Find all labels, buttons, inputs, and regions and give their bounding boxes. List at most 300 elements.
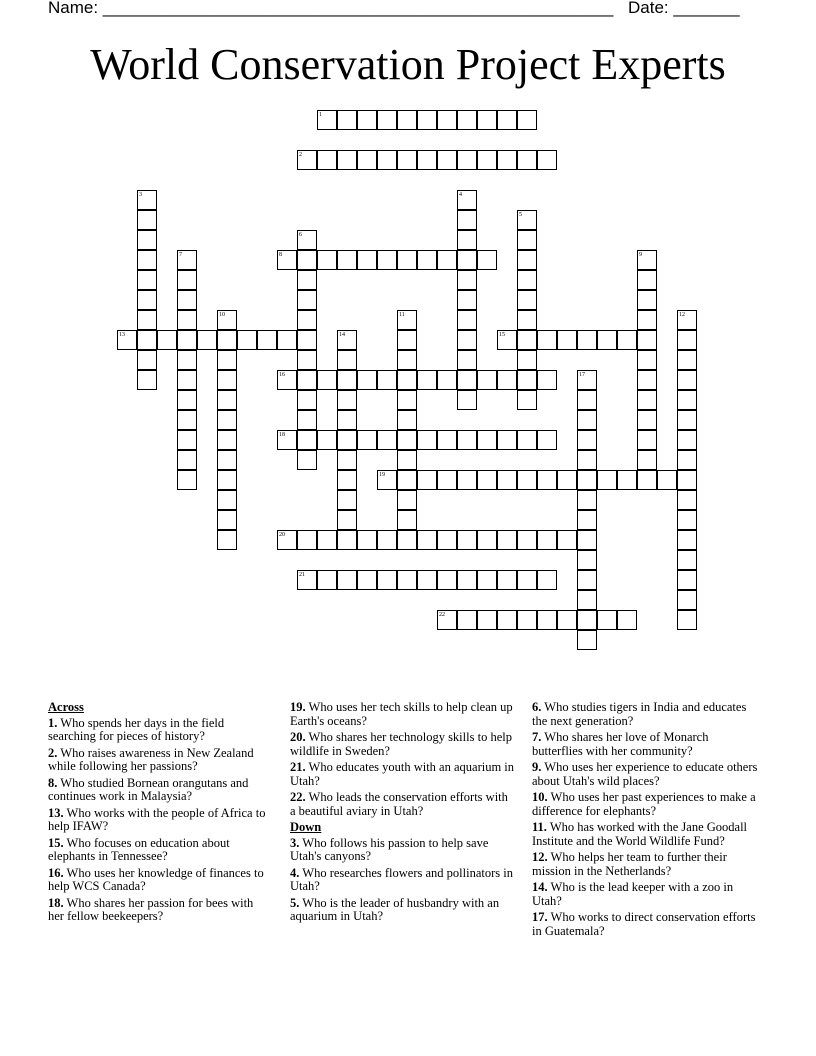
crossword-cell[interactable] — [217, 370, 237, 390]
crossword-cell[interactable] — [457, 110, 477, 130]
clue-number-label: 18 — [279, 432, 285, 438]
crossword-cell[interactable] — [397, 510, 417, 530]
crossword-cell[interactable] — [637, 410, 657, 430]
crossword-cell[interactable] — [597, 330, 617, 350]
crossword-cell[interactable] — [397, 490, 417, 510]
clue-down — [290, 867, 515, 894]
crossword-cell[interactable] — [337, 530, 357, 550]
crossword-cell[interactable] — [297, 410, 317, 430]
crossword-cell[interactable] — [377, 250, 397, 270]
crossword-cell[interactable] — [177, 390, 197, 410]
crossword-cell[interactable] — [217, 350, 237, 370]
crossword-cell[interactable] — [577, 490, 597, 510]
clue-across — [48, 807, 268, 834]
down-heading: Down — [290, 820, 322, 834]
crossword-cell[interactable] — [397, 390, 417, 410]
clue-number: 4. — [290, 865, 300, 880]
crossword-cell[interactable] — [457, 210, 477, 230]
crossword-cell[interactable] — [457, 430, 477, 450]
crossword-cell[interactable] — [517, 230, 537, 250]
clue-number: 16. — [48, 865, 64, 880]
crossword-cell[interactable] — [457, 270, 477, 290]
crossword-cell[interactable] — [517, 530, 537, 550]
crossword-cell[interactable] — [577, 410, 597, 430]
crossword-cell[interactable] — [257, 330, 277, 350]
clue-number-label: 10 — [219, 312, 225, 318]
page-title: World Conservation Project Experts — [90, 40, 726, 89]
crossword-cell[interactable] — [577, 430, 597, 450]
crossword-cell[interactable] — [557, 330, 577, 350]
crossword-cell[interactable] — [177, 450, 197, 470]
crossword-cell[interactable] — [397, 150, 417, 170]
crossword-cell[interactable] — [537, 150, 557, 170]
crossword-cell[interactable] — [137, 290, 157, 310]
crossword-cell[interactable] — [677, 390, 697, 410]
crossword-cell[interactable] — [437, 250, 457, 270]
crossword-cell[interactable] — [297, 530, 317, 550]
clue-text: Who leads the conservation efforts with a beautiful aviary in Utah? — [290, 790, 508, 818]
crossword-cell[interactable] — [677, 610, 697, 630]
crossword-cell[interactable] — [457, 570, 477, 590]
crossword-cell[interactable] — [437, 530, 457, 550]
crossword-cell[interactable] — [137, 370, 157, 390]
clue-text: Who shares her love of Monarch butterflies with her community? — [532, 730, 709, 758]
clue-across — [48, 837, 268, 864]
crossword-cell[interactable] — [477, 110, 497, 130]
clue-number-label: 14 — [339, 332, 345, 338]
crossword-cell[interactable] — [337, 110, 357, 130]
crossword-cell[interactable] — [137, 350, 157, 370]
crossword-cell[interactable] — [477, 470, 497, 490]
crossword-cell[interactable] — [497, 370, 517, 390]
crossword-cell[interactable] — [517, 370, 537, 390]
crossword-cell[interactable] — [517, 430, 537, 450]
crossword-cell[interactable] — [397, 450, 417, 470]
clue-down — [532, 851, 762, 878]
crossword-cell[interactable] — [397, 530, 417, 550]
clue-number-label: 4 — [459, 192, 462, 198]
crossword-cell[interactable] — [577, 470, 597, 490]
crossword-cell[interactable] — [517, 350, 537, 370]
clue-number-label: 1 — [319, 112, 322, 118]
crossword-cell[interactable] — [377, 570, 397, 590]
crossword-cell[interactable] — [577, 570, 597, 590]
crossword-cell[interactable] — [617, 470, 637, 490]
crossword-cell[interactable] — [677, 370, 697, 390]
clue-number-label: 17 — [579, 372, 585, 378]
crossword-cell[interactable] — [357, 110, 377, 130]
clue-text: Who helps her team to further their mission in the Netherlands? — [532, 850, 727, 878]
crossword-cell[interactable] — [317, 430, 337, 450]
crossword-cell[interactable] — [217, 330, 237, 350]
clue-number: 17. — [532, 910, 548, 924]
crossword-cell[interactable] — [137, 250, 157, 270]
crossword-cell[interactable] — [357, 530, 377, 550]
crossword-cell[interactable] — [497, 610, 517, 630]
clue-number: 5. — [290, 895, 300, 910]
clue-number: 6. — [532, 700, 542, 714]
name-field-label: Name: ______________________________________________________ — [48, 0, 614, 17]
clues-column-3 — [532, 701, 762, 941]
crossword-cell[interactable] — [337, 570, 357, 590]
crossword-cell[interactable] — [457, 310, 477, 330]
crossword-cell[interactable] — [137, 210, 157, 230]
crossword-cell[interactable] — [397, 330, 417, 350]
clue-across — [290, 761, 515, 788]
crossword-cell[interactable] — [677, 470, 697, 490]
crossword-cell[interactable] — [497, 110, 517, 130]
crossword-cell[interactable] — [637, 430, 657, 450]
crossword-cell[interactable] — [637, 350, 657, 370]
crossword-cell[interactable] — [217, 530, 237, 550]
crossword-cell[interactable] — [137, 230, 157, 250]
crossword-cell[interactable] — [457, 250, 477, 270]
crossword-cell[interactable] — [357, 250, 377, 270]
crossword-cell[interactable] — [177, 350, 197, 370]
clue-number-label: 7 — [179, 252, 182, 258]
crossword-cell[interactable] — [337, 450, 357, 470]
crossword-cell[interactable] — [497, 430, 517, 450]
crossword-cell[interactable] — [217, 470, 237, 490]
crossword-cell[interactable] — [397, 430, 417, 450]
crossword-cell[interactable] — [497, 570, 517, 590]
crossword-cell[interactable] — [677, 590, 697, 610]
crossword-cell[interactable] — [377, 150, 397, 170]
crossword-cell[interactable] — [677, 530, 697, 550]
crossword-cell[interactable] — [517, 310, 537, 330]
clue-text: Who uses her knowledge of finances to help WCS Canada? — [48, 865, 264, 893]
clue-across — [48, 747, 268, 774]
crossword-cell[interactable] — [297, 310, 317, 330]
crossword-cell[interactable] — [637, 370, 657, 390]
crossword-cell[interactable] — [457, 370, 477, 390]
crossword-cell[interactable] — [317, 250, 337, 270]
crossword-cell[interactable] — [497, 470, 517, 490]
crossword-cell[interactable] — [277, 330, 297, 350]
clue-number-label: 6 — [299, 232, 302, 238]
crossword-cell[interactable] — [317, 150, 337, 170]
clue-number: 14. — [532, 880, 548, 894]
crossword-cell[interactable] — [137, 270, 157, 290]
crossword-cell[interactable] — [597, 470, 617, 490]
clue-number: 13. — [48, 805, 64, 820]
crossword-cell[interactable] — [157, 330, 177, 350]
crossword-cell[interactable] — [297, 290, 317, 310]
crossword-cell[interactable] — [417, 570, 437, 590]
crossword-cell[interactable] — [297, 270, 317, 290]
crossword-cell[interactable] — [577, 450, 597, 470]
crossword-cell[interactable] — [517, 250, 537, 270]
crossword-cell[interactable] — [497, 150, 517, 170]
crossword-cell[interactable] — [477, 430, 497, 450]
crossword-cell[interactable] — [397, 470, 417, 490]
crossword-cell[interactable] — [337, 490, 357, 510]
clue-number-label: 2 — [299, 152, 302, 158]
clue-text: Who works to direct conservation efforts in Guatemala? — [532, 910, 756, 938]
crossword-cell[interactable] — [337, 250, 357, 270]
clue-number: 3. — [290, 835, 300, 850]
crossword-cell[interactable] — [677, 410, 697, 430]
crossword-cell[interactable] — [517, 610, 537, 630]
clue-number-label: 8 — [279, 252, 282, 258]
crossword-cell[interactable] — [637, 390, 657, 410]
crossword-cell[interactable] — [297, 390, 317, 410]
crossword-cell[interactable] — [357, 150, 377, 170]
clue-number: 20. — [290, 730, 306, 744]
crossword-cell[interactable] — [457, 330, 477, 350]
crossword-cell[interactable] — [437, 430, 457, 450]
crossword-cell[interactable] — [297, 430, 317, 450]
crossword-cell[interactable] — [477, 610, 497, 630]
clue-text: Who uses her experience to educate others about Utah's wild places? — [532, 760, 758, 788]
crossword-cell[interactable] — [677, 490, 697, 510]
crossword-cell[interactable] — [577, 390, 597, 410]
crossword-cell[interactable] — [517, 270, 537, 290]
clue-number-label: 3 — [139, 192, 142, 198]
crossword-cell[interactable] — [217, 430, 237, 450]
crossword-cell[interactable] — [457, 390, 477, 410]
clue-down — [532, 701, 762, 728]
crossword-cell[interactable] — [577, 510, 597, 530]
clue-text: Who uses her past experiences to make a difference for elephants? — [532, 790, 756, 818]
crossword-cell[interactable] — [437, 110, 457, 130]
crossword-cell[interactable] — [577, 530, 597, 550]
crossword-cell[interactable] — [297, 350, 317, 370]
crossword-cell[interactable] — [217, 390, 237, 410]
clue-number-label: 15 — [499, 332, 505, 338]
clues-column-1 — [48, 701, 268, 927]
crossword-cell[interactable] — [537, 610, 557, 630]
crossword-cell[interactable] — [597, 610, 617, 630]
crossword-cell[interactable] — [217, 490, 237, 510]
crossword-cell[interactable] — [437, 150, 457, 170]
crossword-cell[interactable] — [677, 330, 697, 350]
crossword-cell[interactable] — [217, 510, 237, 530]
crossword-cell[interactable] — [297, 370, 317, 390]
clue-number-label: 22 — [439, 612, 445, 618]
crossword-cell[interactable] — [457, 230, 477, 250]
clue-number-label: 13 — [119, 332, 125, 338]
crossword-cell[interactable] — [477, 570, 497, 590]
crossword-cell[interactable] — [457, 530, 477, 550]
crossword-cell[interactable] — [177, 410, 197, 430]
crossword-cell[interactable] — [637, 310, 657, 330]
clue-number: 10. — [532, 790, 548, 804]
clue-text: Who focuses on education about elephants in Tennessee? — [48, 835, 230, 863]
crossword-cell[interactable] — [537, 570, 557, 590]
crossword-cell[interactable] — [577, 550, 597, 570]
crossword-cell[interactable] — [477, 150, 497, 170]
crossword-cell[interactable] — [537, 330, 557, 350]
crossword-cell[interactable] — [517, 470, 537, 490]
crossword-cell[interactable] — [317, 570, 337, 590]
crossword-cell[interactable] — [537, 530, 557, 550]
crossword-cell[interactable] — [177, 370, 197, 390]
crossword-cell[interactable] — [417, 250, 437, 270]
clue-text: Who works with the people of Africa to help IFAW? — [48, 805, 266, 833]
clue-across — [290, 791, 515, 818]
crossword-cell[interactable] — [437, 470, 457, 490]
clue-text: Who is the leader of husbandry with an aquarium in Utah? — [290, 895, 500, 923]
crossword-cell[interactable] — [677, 570, 697, 590]
clue-number: 7. — [532, 730, 542, 744]
clue-number-label: 21 — [299, 572, 305, 578]
crossword-cell[interactable] — [397, 350, 417, 370]
crossword-cell[interactable] — [437, 370, 457, 390]
crossword-cell[interactable] — [637, 470, 657, 490]
clue-number: 12. — [532, 850, 548, 864]
crossword-cell[interactable] — [517, 150, 537, 170]
clue-number: 15. — [48, 835, 64, 850]
crossword-cell[interactable] — [417, 470, 437, 490]
clue-number-label: 12 — [679, 312, 685, 318]
clue-down — [532, 791, 762, 818]
clue-across — [48, 867, 268, 894]
crossword-cell[interactable] — [437, 570, 457, 590]
crossword-cell[interactable] — [397, 110, 417, 130]
crossword-cell[interactable] — [137, 310, 157, 330]
clue-number: 2. — [48, 745, 58, 760]
crossword-cell[interactable] — [377, 530, 397, 550]
crossword-cell[interactable] — [477, 370, 497, 390]
clue-number-label: 16 — [279, 372, 285, 378]
crossword-cell[interactable] — [617, 330, 637, 350]
crossword-cell[interactable] — [477, 530, 497, 550]
across-heading: Across — [48, 700, 84, 714]
clue-text: Who is the lead keeper with a zoo in Utah? — [532, 880, 734, 908]
clue-number: 21. — [290, 760, 306, 774]
crossword-cell[interactable] — [577, 330, 597, 350]
clue-down — [532, 731, 762, 758]
crossword-cell[interactable] — [297, 450, 317, 470]
crossword-cell[interactable] — [337, 430, 357, 450]
crossword-cell[interactable] — [357, 570, 377, 590]
clue-down — [290, 837, 515, 864]
crossword-cell[interactable] — [537, 370, 557, 390]
crossword-cell[interactable] — [197, 330, 217, 350]
clue-down — [532, 911, 762, 938]
crossword-cell[interactable] — [637, 450, 657, 470]
crossword-cell[interactable] — [217, 450, 237, 470]
crossword-cell[interactable] — [237, 330, 257, 350]
crossword-cell[interactable] — [177, 290, 197, 310]
crossword-cell[interactable] — [457, 610, 477, 630]
clues-column-2 — [290, 701, 515, 927]
clue-down — [532, 761, 762, 788]
crossword-cell[interactable] — [177, 470, 197, 490]
crossword-cell[interactable] — [217, 410, 237, 430]
crossword-cell[interactable] — [177, 330, 197, 350]
clue-text: Who spends her days in the field searching for pieces of history? — [48, 715, 225, 743]
clue-text: Who educates youth with an aquarium in Utah? — [290, 760, 515, 788]
crossword-cell[interactable] — [557, 530, 577, 550]
crossword-cell[interactable] — [497, 530, 517, 550]
crossword-cell[interactable] — [557, 470, 577, 490]
crossword-cell[interactable] — [177, 430, 197, 450]
crossword-cell[interactable] — [677, 350, 697, 370]
crossword-cell[interactable] — [337, 370, 357, 390]
clue-text: Who studies tigers in India and educates the next generation? — [532, 700, 747, 728]
clue-number: 8. — [48, 775, 58, 790]
crossword-cell[interactable] — [457, 150, 477, 170]
crossword-cell[interactable] — [377, 110, 397, 130]
crossword-cell[interactable] — [357, 430, 377, 450]
crossword-cell[interactable] — [337, 470, 357, 490]
crossword-cell[interactable] — [457, 470, 477, 490]
crossword-cell[interactable] — [457, 290, 477, 310]
crossword-cell[interactable] — [337, 350, 357, 370]
crossword-cell[interactable] — [657, 470, 677, 490]
clue-across — [48, 777, 268, 804]
crossword-cell[interactable] — [477, 250, 497, 270]
crossword-cell[interactable] — [517, 570, 537, 590]
crossword-cell[interactable] — [337, 390, 357, 410]
clue-down — [532, 821, 762, 848]
clue-number-label: 11 — [399, 312, 405, 318]
crossword-cell[interactable] — [377, 370, 397, 390]
crossword-cell[interactable] — [397, 410, 417, 430]
crossword-cell[interactable] — [297, 330, 317, 350]
clue-text: Who studied Bornean orangutans and continues work in Malaysia? — [48, 775, 249, 803]
crossword-cell[interactable] — [677, 430, 697, 450]
crossword-cell[interactable] — [417, 110, 437, 130]
crossword-cell[interactable] — [577, 590, 597, 610]
crossword-cell[interactable] — [297, 250, 317, 270]
crossword-cell[interactable] — [577, 610, 597, 630]
crossword-cell[interactable] — [617, 610, 637, 630]
clue-number-label: 20 — [279, 532, 285, 538]
crossword-cell[interactable] — [637, 330, 657, 350]
date-field-label: Date: _______ — [628, 0, 740, 17]
crossword-cell[interactable] — [177, 310, 197, 330]
crossword-cell[interactable] — [337, 150, 357, 170]
crossword-cell[interactable] — [417, 150, 437, 170]
crossword-cell[interactable] — [517, 290, 537, 310]
crossword-cell[interactable] — [677, 550, 697, 570]
crossword-cell[interactable] — [397, 370, 417, 390]
crossword-cell[interactable] — [517, 330, 537, 350]
crossword-cell[interactable] — [417, 430, 437, 450]
crossword-cell[interactable] — [397, 250, 417, 270]
crossword-cell[interactable] — [457, 350, 477, 370]
crossword-cell[interactable] — [317, 370, 337, 390]
crossword-cell[interactable] — [337, 510, 357, 530]
crossword-cell[interactable] — [177, 270, 197, 290]
crossword-cell[interactable] — [517, 110, 537, 130]
clue-number: 9. — [532, 760, 542, 774]
crossword-cell[interactable] — [337, 410, 357, 430]
crossword-cell[interactable] — [537, 430, 557, 450]
clue-text: Who researches flowers and pollinators in Utah? — [290, 865, 513, 893]
crossword-cell[interactable] — [417, 530, 437, 550]
crossword-cell[interactable] — [577, 630, 597, 650]
crossword-cell[interactable] — [637, 270, 657, 290]
crossword-cell[interactable] — [677, 450, 697, 470]
clue-number-label: 5 — [519, 212, 522, 218]
crossword-cell[interactable] — [557, 610, 577, 630]
crossword-cell[interactable] — [377, 430, 397, 450]
crossword-cell[interactable] — [677, 510, 697, 530]
crossword-cell[interactable] — [517, 390, 537, 410]
crossword-cell[interactable] — [537, 470, 557, 490]
crossword-cell[interactable] — [137, 330, 157, 350]
crossword-cell[interactable] — [357, 370, 377, 390]
crossword-cell[interactable] — [317, 530, 337, 550]
crossword-cell[interactable] — [417, 370, 437, 390]
crossword-cell[interactable] — [637, 290, 657, 310]
clue-number: 1. — [48, 715, 58, 730]
crossword-cell[interactable] — [397, 570, 417, 590]
